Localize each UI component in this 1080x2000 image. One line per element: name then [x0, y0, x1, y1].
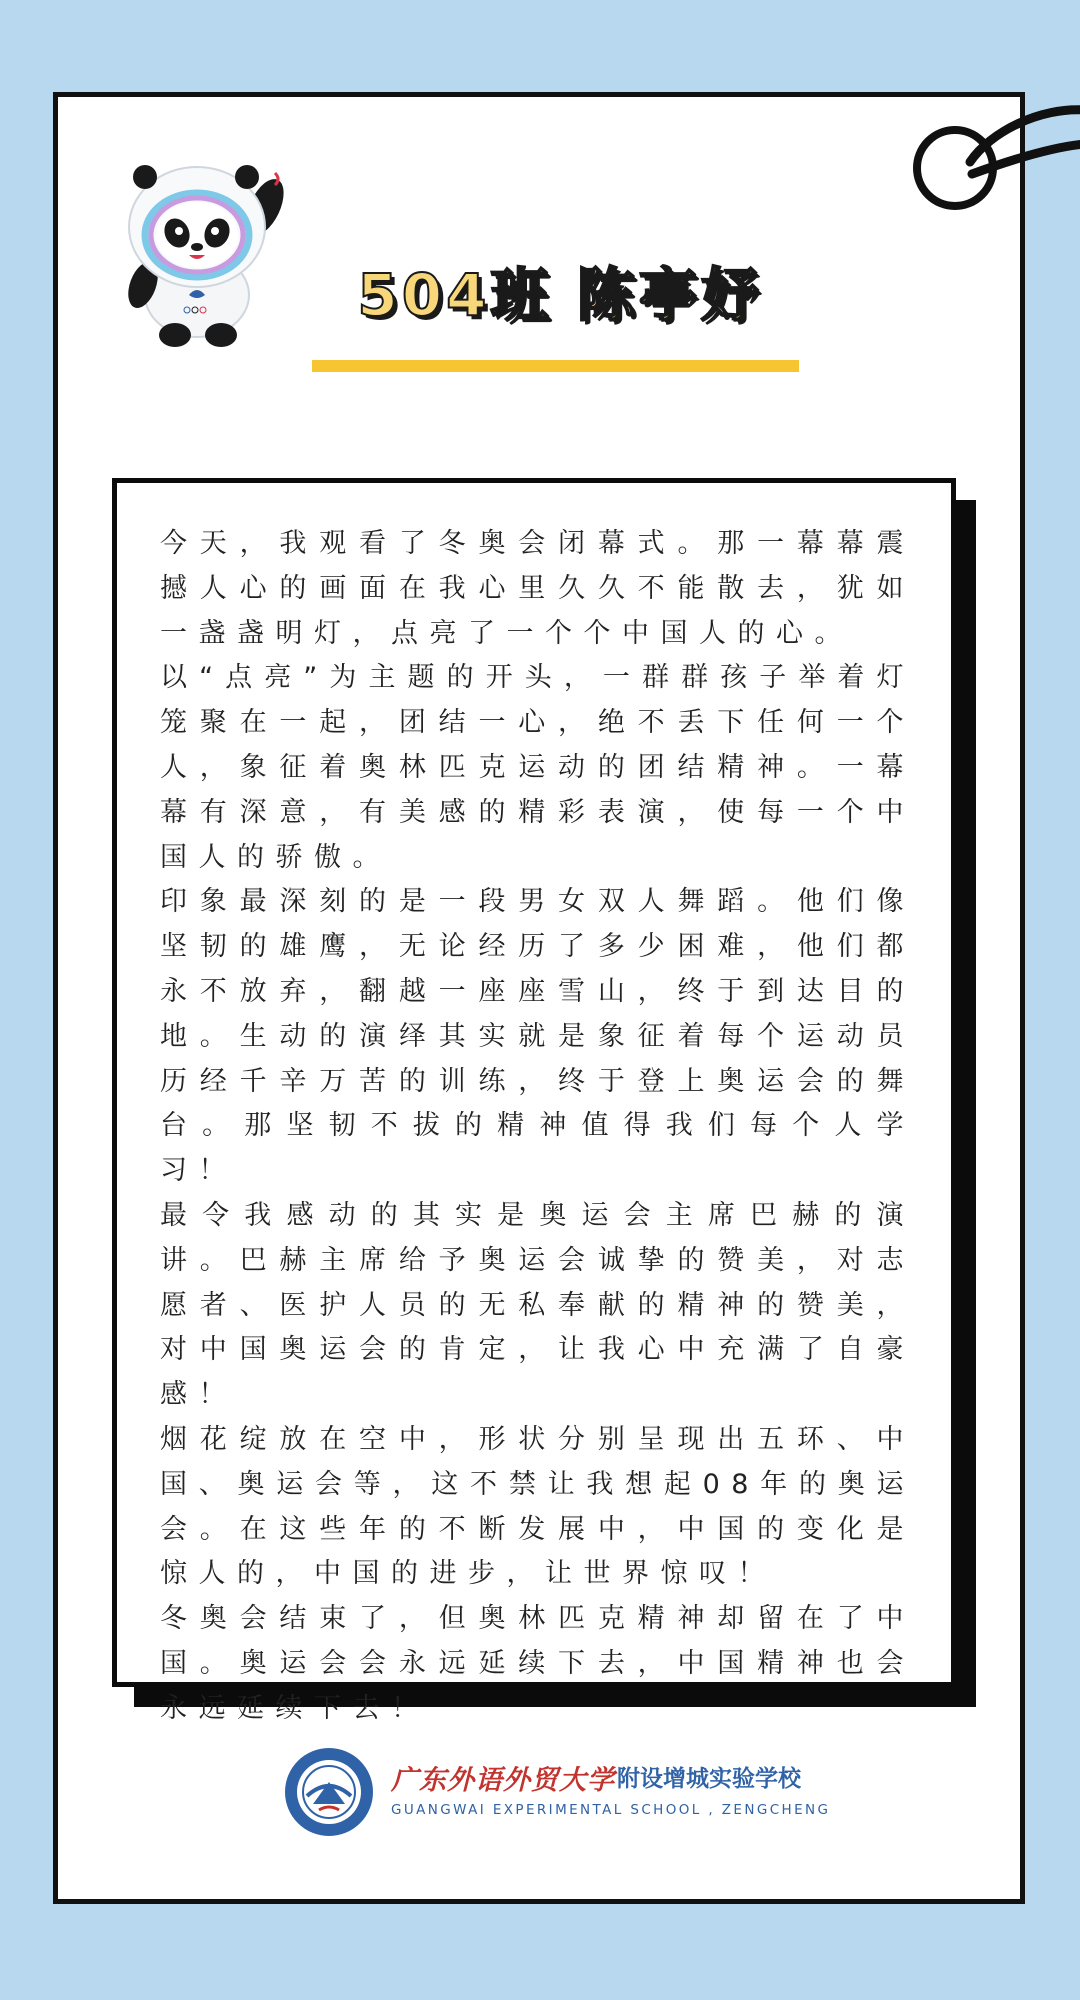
school-name-suffix: 附设增城实验学校 [617, 1766, 801, 1792]
school-name-en: GUANGWAI EXPERIMENTAL SCHOOL , ZENGCHENG [391, 1802, 831, 1818]
essay-paragraph: 印象最深刻的是一段男女双人舞蹈。他们像坚韧的雄鹰，无论经历了多少困难，他们都永不放弃，翻越一座座雪山，终于到达目的地。生动的演绎其实就是象征着每个运动员历经千辛万苦的训练，终于登上奥运会的舞台。那坚韧不拔的精神值得我们每个人学习！ [160, 886, 915, 1187]
school-emblem-icon [283, 1746, 375, 1838]
bing-dwen-dwen-mascot-icon [105, 155, 305, 350]
tag-ring-icon [910, 92, 1080, 222]
essay-paragraph: 以“点亮”为主题的开头，一群群孩子举着灯笼聚在一起，团结一心，绝不丢下任何一个人，象征着奥林匹克运动的团结精神。一幕幕有深意，有美感的精彩表演，使每一个中国人的骄傲。 [160, 662, 915, 873]
essay-paragraph: 今天，我观看了冬奥会闭幕式。那一幕幕震撼人心的画面在我心里久久不能散去，犹如一盏盏明灯，点亮了一个个中国人的心。 [160, 528, 915, 649]
essay-paragraph: 冬奥会结束了，但奥林匹克精神却留在了中国。奥运会会永远延续下去，中国精神也会永远延续下去！ [160, 1603, 915, 1724]
page-title: 504班 陈亭妤 [357, 261, 763, 329]
essay-paragraph: 烟花绽放在空中，形状分别呈现出五环、中国、奥运会等，这不禁让我想起08年的奥运会。在这些年的不断发展中，中国的变化是惊人的，中国的进步，让世界惊叹！ [160, 1423, 915, 1590]
title-underline [312, 360, 799, 372]
school-name-cn: 广东外语外贸大学 [391, 1765, 615, 1796]
essay-paragraph: 最令我感动的其实是奥运会主席巴赫的演讲。巴赫主席给予奥运会诚挚的赞美，对志愿者、医护人员的无私奉献的精神的赞美，对中国奥运会的肯定，让我心中充满了自豪感！ [160, 1199, 915, 1411]
essay-body [160, 522, 915, 1732]
school-footer [283, 1744, 843, 1844]
